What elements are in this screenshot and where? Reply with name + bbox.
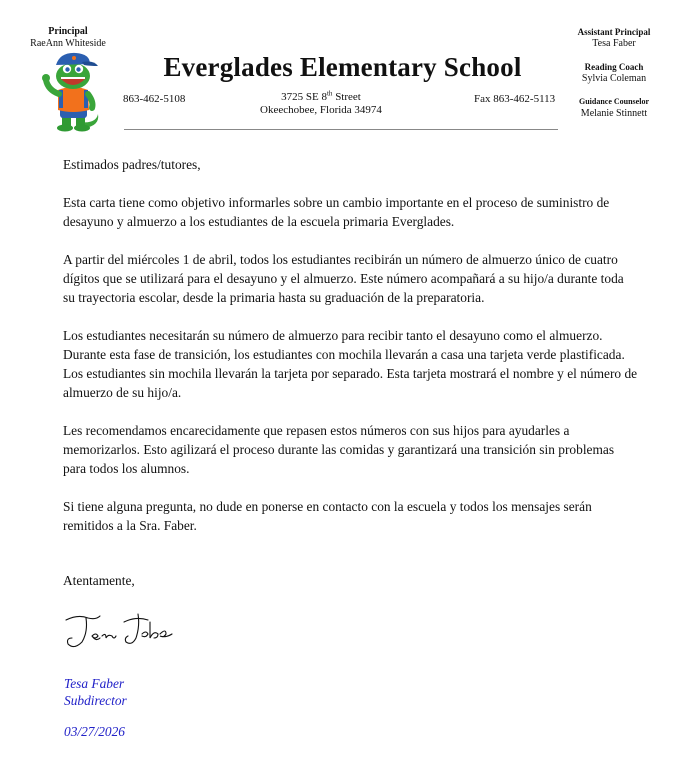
staff-role: Guidance Counselor xyxy=(578,97,649,106)
school-address xyxy=(250,91,392,117)
alligator-mascot-icon xyxy=(40,52,110,134)
letter-date: 03/27/2026 xyxy=(64,724,126,739)
closing: Atentamente, xyxy=(63,573,135,588)
address-line-2: Okeechobee, Florida 34974 xyxy=(260,104,382,116)
paragraph-memorize: Les recomendamos encarecidamente que repasen estos números con sus hijos para ayudarles a memorizarlos. Esto agilizará el proceso durante las comidas y garantizará una transición sin problemas para todos los alumnos. xyxy=(63,423,615,476)
address-line-1: 3725 SE 8th Street xyxy=(281,89,361,103)
staff-name: Melanie Stinnett xyxy=(580,108,648,119)
reading-coach-block xyxy=(566,61,662,85)
staff-role: Assistant Principal xyxy=(577,27,651,37)
letter-body xyxy=(63,155,638,554)
staff-name: Tesa Faber xyxy=(592,38,636,49)
school-name: Everglades Elementary School xyxy=(163,52,522,82)
handwritten-signature-icon xyxy=(62,612,177,657)
principal-name: RaeAnn Whiteside xyxy=(30,38,106,49)
header-divider xyxy=(124,129,558,130)
signer-title: Subdirector xyxy=(64,693,127,708)
fax-number: Fax 863-462-5113 xyxy=(474,93,556,105)
guidance-counselor-block xyxy=(566,96,662,120)
signer-block xyxy=(64,675,127,709)
signer-name: Tesa Faber xyxy=(64,676,125,691)
paragraph-transition-card: Los estudiantes necesitarán su número de almuerzo para recibir tanto el desayuno como el almuerzo. Durante esta fase de transición, los estudiantes con mochila llevarán a casa una tarjeta verde plastificada. Los estudiantes sin mochila llevarán la tarjeta por separado. Esta tarjeta mostrará el nombre y el número de almuerzo de su hijo/a. xyxy=(63,328,638,400)
principal-role: Principal xyxy=(48,26,88,37)
assistant-principal-block xyxy=(566,26,662,50)
paragraph-intro: Esta carta tiene como objetivo informarles sobre un cambio importante en el proceso de suministro de desayuno y almuerzo a los estudiantes de la escuela primaria Everglades. xyxy=(63,195,610,229)
paragraph-lunch-number: A partir del miércoles 1 de abril, todos los estudiantes recibirán un número de almuerzo único de cuatro dígitos que se utilizará para el desayuno y el almuerzo. Este número acompañará a su hijo/a durante toda su trayectoria escolar, desde la primaria hasta su graduación de la preparatoria. xyxy=(63,252,624,305)
paragraph-contact: Si tiene alguna pregunta, no dude en ponerse en contacto con la escuela y todos los mensajes serán remitidos a la Sra. Faber. xyxy=(63,499,592,533)
staff-name: Sylvia Coleman xyxy=(581,73,647,84)
phone-number: 863-462-5108 xyxy=(123,93,186,105)
principal-block xyxy=(22,26,114,50)
staff-role: Reading Coach xyxy=(584,62,644,72)
salutation: Estimados padres/tutores, xyxy=(63,157,201,172)
